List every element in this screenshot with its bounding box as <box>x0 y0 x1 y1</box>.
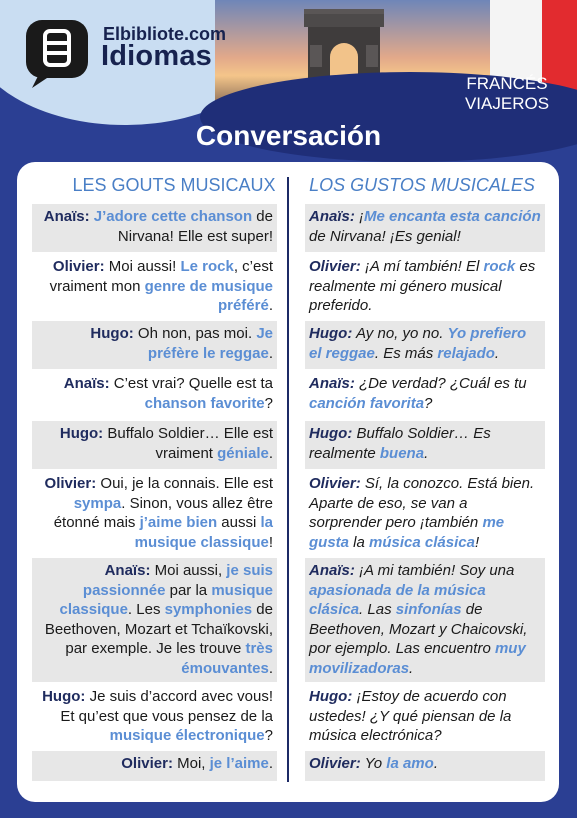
highlighted-phrase: muy movilizadoras <box>309 640 526 677</box>
dialogue-text: . <box>268 659 273 677</box>
dialogue-text: . <box>494 344 500 362</box>
speaker-name: Olivier: <box>44 475 97 492</box>
dialogue-text: ! <box>268 533 273 551</box>
dialogue-text: ? <box>424 394 433 412</box>
highlighted-phrase: j’aime bien <box>139 514 218 531</box>
dialogue-text: de Nirvana! Elle est super! <box>117 208 273 245</box>
highlighted-phrase: apasionada de la música clásica <box>309 581 486 618</box>
dialogue-text: . <box>424 444 429 462</box>
dialogue-row <box>32 421 545 469</box>
dialogue-text: . Les <box>127 601 165 618</box>
spanish-line <box>305 371 545 419</box>
language-label: FRANCÉS <box>466 74 548 93</box>
french-line <box>32 751 277 781</box>
highlighted-phrase: relajado <box>437 344 495 362</box>
spanish-line <box>305 204 545 252</box>
highlighted-phrase: géniale <box>217 444 269 462</box>
dialogue-row <box>32 471 545 556</box>
dialogue-text: ? <box>264 394 273 412</box>
highlighted-phrase: sympa <box>73 494 122 512</box>
dialogue-text: Oui, je la connais. Elle est <box>96 475 273 492</box>
dialogue-text: ? <box>264 727 273 744</box>
highlighted-phrase: buena <box>379 444 425 462</box>
dialogue-text: . <box>268 344 273 362</box>
dialogue-text: ¡Estoy de acuerdo con ustedes! ¿Y qué piensan de la música electrónica? <box>309 688 512 744</box>
column-heading-spanish: LOS GUSTOS MUSICALES <box>309 175 535 195</box>
highlighted-phrase: Je préfère le reggae <box>147 325 273 362</box>
dialogue-text: , c’est vraiment mon <box>49 258 273 295</box>
dialogue-text: Moi aussi, <box>150 562 227 579</box>
highlighted-phrase: música clásica <box>369 533 475 551</box>
brand-name: Idiomas <box>101 40 212 72</box>
highlighted-phrase: la musique classique <box>134 514 273 551</box>
dialogue-text: . <box>433 755 438 772</box>
highlighted-phrase: Me encanta esta canción <box>364 208 541 225</box>
spanish-line <box>305 751 545 781</box>
dialogue-text: . Las <box>359 601 396 618</box>
dialogue-text: ! <box>474 533 480 551</box>
dialogue-text: Yo <box>360 755 387 772</box>
level-label: VIAJEROS <box>464 94 550 113</box>
dialogue-text: Je suis d’accord avec vous! Et qu’est que vous pensez de la <box>60 688 273 725</box>
french-line <box>32 371 277 419</box>
dialogue-row <box>32 321 545 369</box>
speaker-name: Olivier: <box>309 475 361 492</box>
page-title: Conversación <box>195 120 382 151</box>
highlighted-phrase: symphonies <box>164 601 253 618</box>
dialogue-text: Buffalo Soldier… Es realmente <box>309 425 491 462</box>
highlighted-phrase: musique électronique <box>109 727 265 744</box>
dialogue-text: ¿De verdad? ¿Cuál es tu <box>354 375 527 392</box>
speaker-name: Hugo: <box>42 688 86 705</box>
highlighted-phrase: canción favorita <box>309 394 425 412</box>
dialogue-text: de Beethoven, Mozart y Chaicovski, por ejemplo. Las encuentro <box>309 601 528 657</box>
spanish-line <box>305 321 545 369</box>
dialogue-text: Moi, <box>172 755 210 772</box>
french-line <box>32 204 277 252</box>
dialogue-text: aussi <box>217 514 261 531</box>
column-heading-french: LES GOUTS MUSICAUX <box>72 175 276 195</box>
highlighted-phrase: me gusta <box>309 514 505 551</box>
dialogue-row <box>32 751 545 781</box>
speaker-name: Anaïs: <box>309 375 355 392</box>
dialogue-text: la <box>349 533 370 551</box>
highlighted-phrase: je l’aime <box>209 755 269 772</box>
dialogue-text: de Beethoven, Mozart et Tchaïkovski, par exemple. Je les trouve <box>44 601 273 657</box>
dialogue-text: ¡A mí también! El <box>360 258 484 275</box>
speaker-name: Hugo: <box>59 425 104 442</box>
dialogue-text: . Es más <box>374 344 438 362</box>
dialogue-text: Ay no, yo no. <box>352 325 448 342</box>
dialogue-text: ¡ <box>354 208 365 225</box>
dialogue-text: . <box>409 659 414 677</box>
speaker-name: Hugo: <box>309 688 353 705</box>
conversation-card <box>17 162 559 802</box>
speaker-name: Anaïs: <box>309 562 355 579</box>
spanish-line <box>305 684 545 749</box>
dialogue-text: de Nirvana! ¡Es genial! <box>309 227 461 245</box>
french-line <box>32 254 277 319</box>
speaker-name: Hugo: <box>309 325 353 342</box>
speaker-name: Anaïs: <box>63 375 110 392</box>
dialogue-text: . <box>268 444 273 462</box>
book-chat-logo-icon <box>24 18 94 90</box>
dialogue-text: Buffalo Soldier… Elle est vraiment <box>103 425 273 462</box>
dialogue-text: . Sinon, vous allez être étonné mais <box>53 494 273 531</box>
dialogue-text: es realmente mi género musical preferido. <box>309 258 536 314</box>
brand-url: Elbibliote.com <box>103 24 227 44</box>
highlighted-phrase: J’adore cette chanson <box>93 208 253 225</box>
speaker-name: Olivier: <box>121 755 173 772</box>
dialogue-text: Moi aussi! <box>104 258 181 275</box>
french-line <box>32 471 277 556</box>
speaker-name: Anaïs: <box>309 208 355 225</box>
dialogue-text: . <box>268 297 273 314</box>
dialogue-text: par la <box>165 581 212 599</box>
dialogue-row <box>32 254 545 319</box>
french-line <box>32 558 277 682</box>
dialogue-text: . <box>268 755 273 772</box>
speaker-name: Anaïs: <box>104 562 151 579</box>
dialogue-row <box>32 684 545 749</box>
speaker-name: Olivier: <box>309 755 361 772</box>
dialogue-text: C’est vrai? Quelle est ta <box>109 375 273 392</box>
speaker-name: Hugo: <box>309 425 353 442</box>
dialogue-text: ¡A mi también! Soy una <box>354 562 515 579</box>
highlighted-phrase: musique classique <box>59 581 273 618</box>
speaker-name: Olivier: <box>52 258 105 275</box>
french-line <box>32 321 277 369</box>
highlighted-phrase: très émouvantes <box>181 640 273 677</box>
dialogue-text: Oh non, pas moi. <box>133 325 257 342</box>
dialogue-row <box>32 558 545 682</box>
french-line <box>32 684 277 749</box>
speaker-name: Anaïs: <box>43 208 90 225</box>
dialogue-row <box>32 371 545 419</box>
spanish-line <box>305 421 545 469</box>
french-line <box>32 421 277 469</box>
highlighted-phrase: Le rock <box>180 258 234 275</box>
highlighted-phrase: rock <box>483 258 516 275</box>
dialogue-row <box>32 204 545 252</box>
highlighted-phrase: la amo <box>386 755 434 772</box>
highlighted-phrase: Yo prefiero el reggae <box>309 325 527 362</box>
spanish-line <box>305 558 545 682</box>
dialogue-text: Sí, la conozco. Está bien. Aparte de eso, se van a sorprender pero ¡también <box>309 475 535 531</box>
spanish-line <box>305 254 545 319</box>
spanish-line <box>305 471 545 556</box>
highlighted-phrase: je suis passionnée <box>82 562 273 599</box>
speaker-name: Hugo: <box>90 325 134 342</box>
highlighted-phrase: genre de musique préféré <box>144 277 273 314</box>
highlighted-phrase: chanson favorite <box>144 394 265 412</box>
highlighted-phrase: sinfonías <box>395 601 462 618</box>
speaker-name: Olivier: <box>309 258 361 275</box>
